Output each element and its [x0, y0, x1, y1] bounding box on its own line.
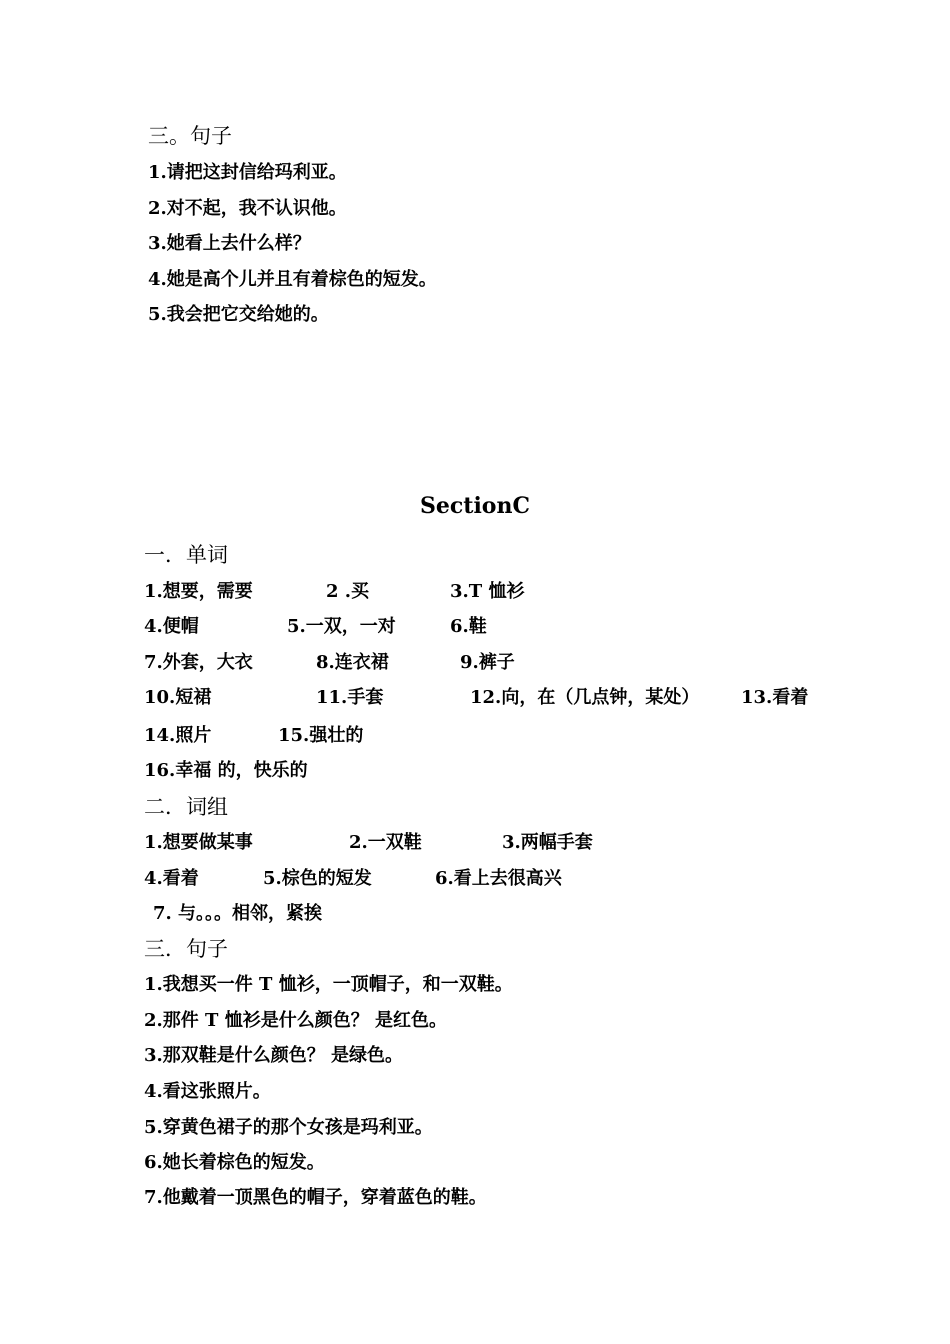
part-a-sentence-4: 4.她是高个儿并且有着棕色的短发。 — [148, 269, 437, 290]
word-item: 9.裤子 — [460, 652, 515, 673]
word-item: 5.一双，一对 — [287, 616, 396, 637]
word-item: 15.强壮的 — [278, 725, 364, 746]
phrase-item: 6.看上去很高兴 — [435, 868, 562, 889]
word-item: 6.鞋 — [450, 616, 487, 637]
phrase-item: 4.看着 — [144, 868, 199, 889]
sentence-3: 3.那双鞋是什么颜色？ 是绿色。 — [144, 1045, 404, 1066]
word-item: 1.想要，需要 — [144, 581, 253, 602]
phrase-item: 1.想要做某事 — [144, 832, 253, 853]
word-item: 4.便帽 — [144, 616, 199, 637]
word-item: 8.连衣裙 — [316, 652, 389, 673]
word-item: 14.照片 — [144, 725, 212, 746]
phrase-item: 2.一双鞋 — [349, 832, 422, 853]
part-a-heading: 三。句子 — [148, 124, 232, 148]
part-a-sentence-2: 2.对不起，我不认识他。 — [148, 198, 347, 219]
part-a-sentence-5: 5.我会把它交给她的。 — [148, 304, 329, 325]
sentence-1: 1.我想买一件 T 恤衫，一顶帽子，和一双鞋。 — [144, 974, 513, 995]
part-a-sentence-1: 1.请把这封信给玛利亚。 — [148, 162, 347, 183]
section-c-title: SectionC — [420, 493, 530, 519]
word-item: 2 .买 — [326, 581, 370, 602]
phrase-item: 5.棕色的短发 — [263, 868, 372, 889]
word-item: 12.向，在（几点钟，某处） — [470, 687, 700, 708]
phrases-heading: 二．词组 — [144, 795, 228, 819]
words-heading: 一．单词 — [144, 543, 228, 567]
sentence-7: 7.他戴着一顶黑色的帽子，穿着蓝色的鞋。 — [144, 1187, 487, 1208]
word-item: 11.手套 — [316, 687, 384, 708]
word-item: 16.幸福 的，快乐的 — [144, 760, 308, 781]
sentences-heading: 三．句子 — [144, 937, 228, 961]
sentence-5: 5.穿黄色裙子的那个女孩是玛利亚。 — [144, 1117, 433, 1138]
part-a-sentence-3: 3.她看上去什么样？ — [148, 233, 311, 254]
word-item: 10.短裙 — [144, 687, 212, 708]
phrase-item: 3.两幅手套 — [502, 832, 593, 853]
phrase-item: 7. 与。。。相邻，紧挨 — [153, 903, 323, 924]
sentence-6: 6.她长着棕色的短发。 — [144, 1152, 325, 1173]
sentence-4: 4.看这张照片。 — [144, 1081, 271, 1102]
sentence-2: 2.那件 T 恤衫是什么颜色？ 是红色。 — [144, 1010, 447, 1031]
word-item: 13.看着 — [741, 687, 809, 708]
word-item: 3.T 恤衫 — [450, 581, 525, 602]
word-item: 7.外套，大衣 — [144, 652, 253, 673]
